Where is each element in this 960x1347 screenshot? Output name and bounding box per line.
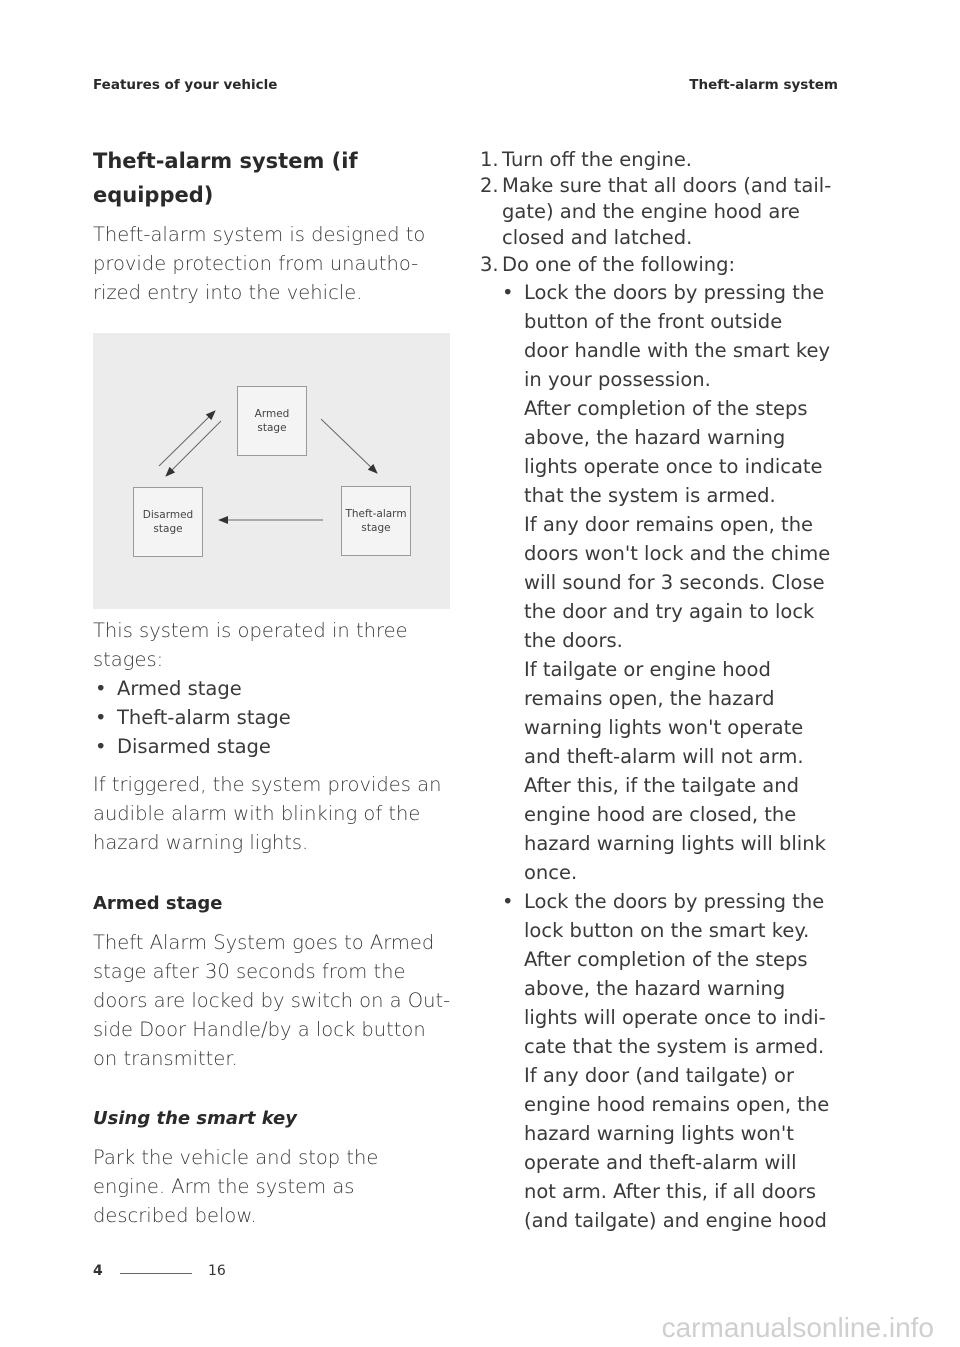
- smart-key-heading: Using the smart key: [93, 1108, 297, 1129]
- triggered-line: hazard warning lights.: [93, 831, 309, 854]
- header-section-title: Features of your vehicle: [93, 77, 278, 93]
- step-text: Make sure that all doors (and tail-: [502, 174, 832, 197]
- text-line: above, the hazard warning: [524, 426, 786, 449]
- text-line: lights will operate once to indi-: [524, 1006, 826, 1029]
- text-line: After completion of the steps: [524, 397, 808, 420]
- title-line-1: Theft-alarm system (if: [93, 149, 358, 173]
- intro-paragraph: [93, 220, 453, 307]
- text-line: warning lights won't operate: [524, 716, 804, 739]
- option-1-text: [524, 278, 854, 887]
- armed-line: Theft Alarm System goes to Armed: [93, 931, 435, 954]
- text-line: in your possession.: [524, 368, 711, 391]
- option-bullet-1: [502, 278, 524, 307]
- smart-line: Park the vehicle and stop the: [93, 1146, 379, 1169]
- box-label: Theft-alarm: [345, 508, 407, 520]
- stage-label: Armed stage: [117, 677, 242, 700]
- armed-line: on transmitter.: [93, 1047, 238, 1070]
- box-label: stage: [153, 523, 183, 535]
- intro-line: Theft-alarm system is designed to: [93, 223, 426, 246]
- arrow-armed-to-theft: [321, 419, 377, 473]
- text-line: will sound for 3 seconds. Close: [524, 571, 825, 594]
- text-line: engine hood remains open, the: [524, 1093, 830, 1116]
- step-number: 2.: [480, 174, 499, 197]
- bullet-icon: •: [95, 706, 107, 729]
- text-line: lights operate once to indicate: [524, 455, 823, 478]
- smart-line: described below.: [93, 1204, 257, 1227]
- stage-list-item: [93, 732, 271, 761]
- stages-intro-line: stages:: [93, 648, 164, 671]
- title-line-2: equipped): [93, 183, 214, 207]
- step-text: Do one of the following:: [502, 253, 736, 276]
- bullet-icon: •: [502, 281, 514, 304]
- smart-key-paragraph: [93, 1143, 453, 1230]
- text-line: not arm. After this, if all doors: [524, 1180, 817, 1203]
- stage-label: Disarmed stage: [117, 735, 271, 758]
- text-line: operate and theft-alarm will: [524, 1151, 797, 1174]
- diagram-arrows: [93, 333, 450, 609]
- bullet-icon: •: [95, 677, 107, 700]
- armed-stage-paragraph: [93, 928, 453, 1073]
- text-line: doors won't lock and the chime: [524, 542, 831, 565]
- stages-intro: [93, 616, 453, 674]
- box-label: Disarmed: [142, 509, 194, 521]
- text-line: above, the hazard warning: [524, 977, 786, 1000]
- text-line: the doors.: [524, 629, 623, 652]
- bullet-icon: •: [502, 890, 514, 913]
- text-line: Lock the doors by pressing the: [524, 281, 825, 304]
- armed-line: stage after 30 seconds from the: [93, 960, 406, 983]
- step-2-continued: gate) and the engine hood are: [502, 200, 800, 223]
- step-1: [480, 147, 692, 173]
- triggered-line: If triggered, the system provides an: [93, 773, 442, 796]
- step-2-continued: closed and latched.: [502, 226, 693, 249]
- text-line: After completion of the steps: [524, 948, 808, 971]
- armed-line: doors are locked by switch on a Out-: [93, 989, 451, 1012]
- page-number: 16: [208, 1263, 226, 1279]
- stage-label: Theft-alarm stage: [117, 706, 291, 729]
- text-line: If any door remains open, the: [524, 513, 814, 536]
- text-line: and theft-alarm will not arm.: [524, 745, 804, 768]
- text-line: lock button on the smart key.: [524, 919, 810, 942]
- armed-stage-heading: Armed stage: [93, 893, 223, 914]
- stage-list-item: [93, 674, 242, 703]
- step-3: [480, 252, 735, 278]
- step-2: [480, 173, 831, 199]
- text-line: button of the front outside: [524, 310, 783, 333]
- triggered-paragraph: [93, 770, 453, 857]
- box-label: Armed: [254, 408, 290, 420]
- text-line: remains open, the hazard: [524, 687, 775, 710]
- smart-line: engine. Arm the system as: [93, 1175, 355, 1198]
- stage-list-item: [93, 703, 291, 732]
- box-label: stage: [361, 522, 391, 534]
- arrow-disarmed-to-armed: [159, 411, 215, 466]
- text-line: door handle with the smart key: [524, 339, 830, 362]
- arrow-armed-to-disarmed: [166, 421, 221, 476]
- text-line: engine hood are closed, the: [524, 803, 797, 826]
- step-text: Turn off the engine.: [502, 148, 693, 171]
- text-line: hazard warning lights will blink: [524, 832, 826, 855]
- text-line: once.: [524, 861, 578, 884]
- option-2-text: [524, 887, 854, 1235]
- text-line: (and tailgate) and engine hood: [524, 1209, 827, 1232]
- option-bullet-2: [502, 887, 524, 916]
- watermark-text: carmanualsonline.info: [661, 1312, 934, 1343]
- box-label: stage: [257, 422, 287, 434]
- triggered-line: audible alarm with blinking of the: [93, 802, 421, 825]
- bullet-icon: •: [95, 735, 107, 758]
- page-title: [93, 144, 453, 212]
- step-number: 1.: [480, 148, 499, 171]
- text-line: If any door (and tailgate) or: [524, 1064, 794, 1087]
- footer-divider: [120, 1273, 192, 1274]
- text-line: After this, if the tailgate and: [524, 774, 799, 797]
- alarm-stage-diagram: [93, 333, 450, 609]
- text-line: If tailgate or engine hood: [524, 658, 771, 681]
- text-line: the door and try again to lock: [524, 600, 815, 623]
- text-line: that the system is armed.: [524, 484, 776, 507]
- header-topic-title: Theft-alarm system: [689, 77, 838, 93]
- stages-intro-line: This system is operated in three: [93, 619, 408, 642]
- intro-line: provide protection from unautho-: [93, 252, 419, 275]
- text-line: cate that the system is armed.: [524, 1035, 825, 1058]
- text-line: hazard warning lights won't: [524, 1122, 794, 1145]
- chapter-number: 4: [93, 1263, 103, 1279]
- text-line: Lock the doors by pressing the: [524, 890, 825, 913]
- intro-line: rized entry into the vehicle.: [93, 281, 363, 304]
- armed-line: side Door Handle/by a lock button: [93, 1018, 426, 1041]
- step-number: 3.: [480, 253, 499, 276]
